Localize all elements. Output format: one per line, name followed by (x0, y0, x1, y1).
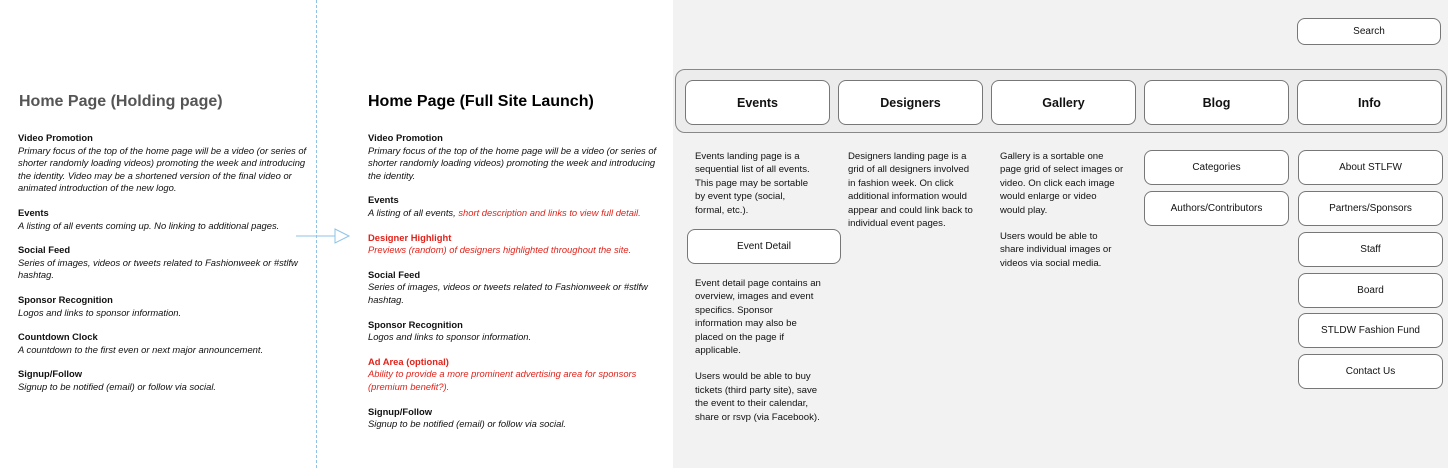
section-title: Signup/Follow (18, 368, 83, 380)
blog-categories-button[interactable]: Categories (1144, 150, 1289, 185)
gallery-paragraph: Gallery is a sortable one page grid of select images or video. On click each image would enlarge or video would play. (1000, 151, 1124, 216)
gallery-paragraph: Users would be able to share individual images or videos via social media. (1000, 231, 1112, 269)
section-text (368, 207, 668, 220)
info-contact-button[interactable]: Contact Us (1298, 354, 1443, 389)
search-button[interactable]: Search (1297, 18, 1441, 45)
launch-section-events (368, 194, 668, 219)
info-staff-button[interactable]: Staff (1298, 232, 1443, 267)
info-partners-button[interactable]: Partners/Sponsors (1298, 191, 1443, 226)
events-description: Events landing page is a sequential list of all events. This page may be sortable by event type (social, formal, etc.). (695, 151, 810, 216)
info-about-button[interactable]: About STLFW (1298, 150, 1443, 185)
launch-page-sections (368, 132, 668, 443)
section-title: Signup/Follow (368, 405, 433, 417)
event-detail-button[interactable]: Event Detail (687, 229, 841, 264)
section-text-highlight: short description and links to view full detail. (458, 206, 641, 218)
event-detail-description (695, 277, 821, 437)
holding-page-sections (18, 132, 308, 406)
designers-description: Designers landing page is a grid of all designers involved in fashion week. On click additional information would appear and could link back to individual event pages. (848, 151, 973, 230)
launch-section-video (368, 132, 668, 182)
launch-section-social (368, 269, 668, 307)
launch-page-title: Home Page (Full Site Launch) (368, 93, 594, 110)
blog-authors-button[interactable]: Authors/Contributors (1144, 191, 1289, 226)
section-title: Ad Area (optional) (368, 355, 449, 367)
holding-section-social (18, 244, 308, 282)
section-title: Video Promotion (368, 132, 443, 143)
section-title: Social Feed (368, 268, 421, 280)
section-title: Social Feed (18, 244, 71, 256)
sitemap-panel (673, 0, 1448, 468)
gallery-description (1000, 150, 1124, 283)
section-text-plain: A listing of all events, (368, 206, 459, 218)
section-text: Logos and links to sponsor information. (18, 306, 182, 318)
section-title: Events (18, 206, 49, 218)
launch-section-sponsor (368, 319, 668, 344)
section-title: Designer Highlight (368, 231, 452, 243)
section-text: A listing of all events coming up. No linking to additional pages. (18, 219, 280, 231)
nav-designers-button[interactable]: Designers (838, 80, 983, 125)
section-text: Series of images, videos or tweets related to Fashionweek or #stlfw hashtag. (368, 281, 648, 305)
launch-section-ad (368, 356, 668, 394)
section-text: Primary focus of the top of the home page will be a video (or series of shorter randomly loading videos) promoting the week and introducing the identity. (368, 144, 657, 181)
section-text: A countdown to the first even or next major announcement. (18, 343, 264, 355)
holding-page-title: Home Page (Holding page) (19, 93, 223, 110)
section-title: Video Promotion (18, 132, 93, 143)
section-text: Signup to be notified (email) or follow via social. (368, 418, 567, 430)
event-detail-paragraph: Users would be able to buy tickets (third party site), save the event to their calendar, share or rsvp (via Facebook). (695, 371, 820, 423)
nav-info-button[interactable]: Info (1297, 80, 1442, 125)
nav-events-button[interactable]: Events (685, 80, 830, 125)
section-text: Signup to be notified (email) or follow via social. (18, 380, 217, 392)
section-title: Sponsor Recognition (368, 318, 463, 330)
info-fashion-fund-button[interactable]: STLDW Fashion Fund (1298, 313, 1443, 348)
nav-gallery-button[interactable]: Gallery (991, 80, 1136, 125)
section-title: Events (368, 194, 399, 206)
section-text: Primary focus of the top of the home page will be a video (or series of shorter randomly loading videos) promoting the week and introducing the identity. Video may be a shortened version of the final video or animated introduction of the new logo. (18, 144, 307, 194)
section-text: Previews (random) of designers highlighted throughout the site. (368, 244, 632, 256)
section-title: Countdown Clock (18, 331, 98, 343)
holding-section-video (18, 132, 308, 195)
section-text: Logos and links to sponsor information. (368, 331, 532, 343)
section-title: Sponsor Recognition (18, 293, 113, 305)
launch-section-signup (368, 406, 668, 431)
section-text: Ability to provide a more prominent advertising area for sponsors (premium benefit?). (368, 368, 637, 392)
holding-section-signup (18, 368, 308, 393)
nav-blog-button[interactable]: Blog (1144, 80, 1289, 125)
info-board-button[interactable]: Board (1298, 273, 1443, 308)
launch-page-column (317, 0, 673, 468)
holding-page-column (0, 0, 316, 468)
holding-section-countdown (18, 331, 308, 356)
holding-section-events (18, 207, 308, 232)
section-text: Series of images, videos or tweets related to Fashionweek or #stlfw hashtag. (18, 256, 298, 281)
launch-section-designer (368, 232, 668, 257)
holding-section-sponsor (18, 294, 308, 319)
event-detail-paragraph: Event detail page contains an overview, images and event specifics. Sponsor information may also be placed on the page if applicable. (695, 278, 821, 357)
